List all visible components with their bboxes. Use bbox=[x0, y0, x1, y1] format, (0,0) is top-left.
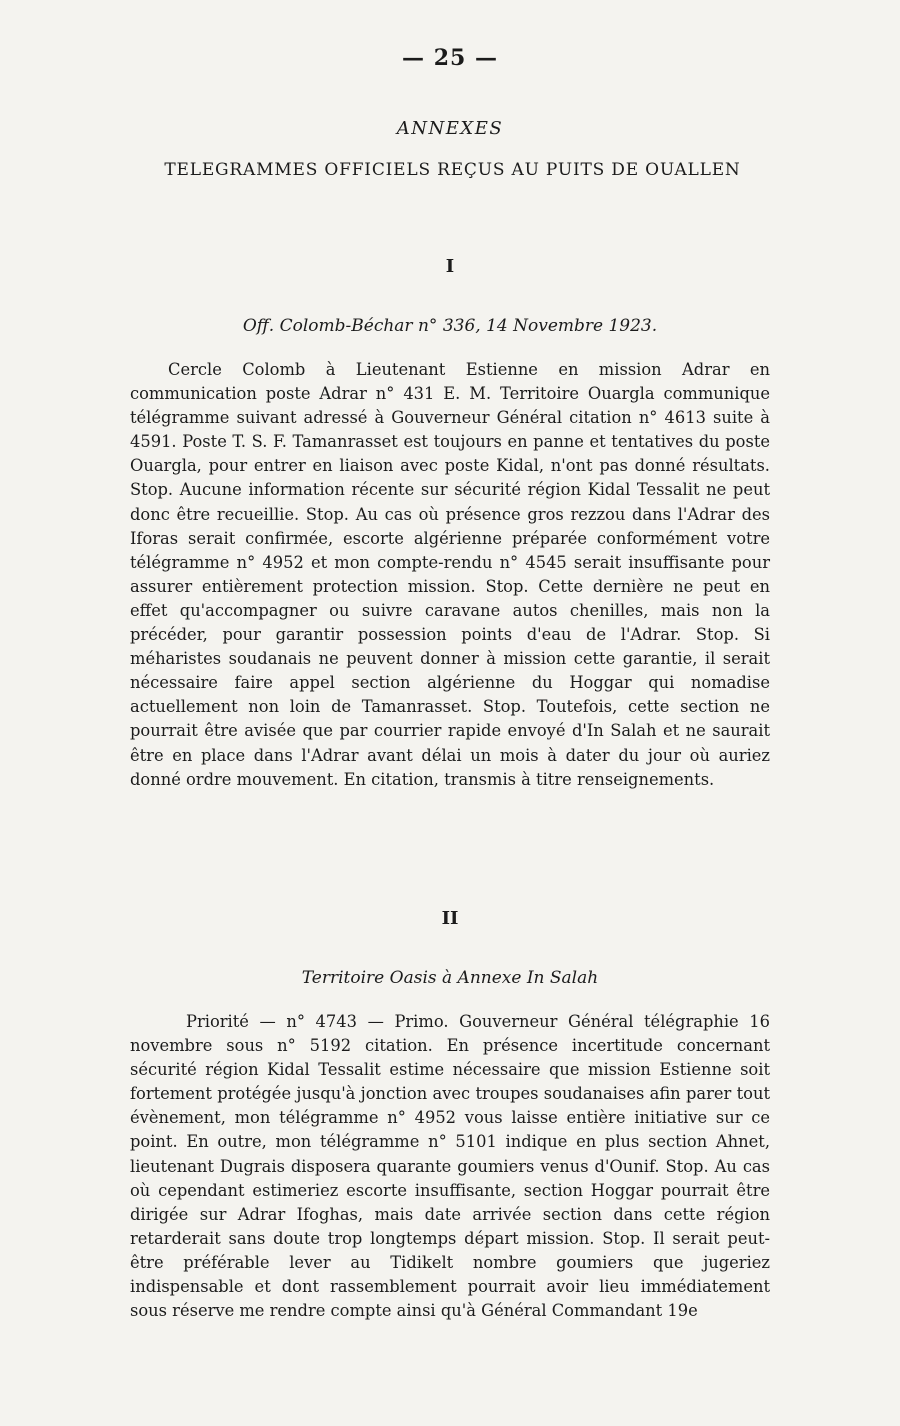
section-text-2: Priorité — n° 4743 — Primo. Gouverneur Général télégraphie 16 novembre sous n° 5192 citation. En présence incertitude concernant sécurité région Kidal Tessalit estime nécessaire que mission Estienne soit fortement protégée jusqu'à jonction avec troupes soudanaises afin parer tout évènement, mon télégramme n° 4952 vous laisse entière initiative sur ce point. En outre, mon télégramme n° 5101 indique en plus section Ahnet, lieutenant Dugrais disposera quarante goumiers venus d'Ounif. Stop. Au cas où cependant estimeriez escorte insuffisante, section Hoggar pourrait être dirigée sur Adrar Ifoghas, mais date arrivée section dans cette région retarderait sans doute trop longtemps départ mission. Stop. Il serait peut-être préférable lever au Tidikelt nombre goumiers que jugeriez indispensable et dont rassemblement pourrait avoir lieu immédiatement sous réserve me rendre compte ainsi qu'à Général Commandant 19e bbox=[130, 1012, 770, 1321]
document-title: TELEGRAMMES OFFICIELS REÇUS AU PUITS DE OUALLEN bbox=[164, 160, 741, 180]
annexes-heading: ANNEXES bbox=[396, 118, 504, 139]
page-number: — 25 — bbox=[402, 45, 498, 71]
section-heading-2: Territoire Oasis à Annexe In Salah bbox=[301, 968, 599, 988]
section-numeral-1: I bbox=[445, 256, 455, 277]
section-text-1: Cercle Colomb à Lieutenant Estienne en mission Adrar en communication poste Adrar n° 431 E. M. Territoire Ouargla communique télégramme suivant adressé à Gouverneur Général citation n° 4613 suite à 4591. Poste T. S. F. Tamanrasset est toujours en panne et tentatives du poste Ouargla, pour entrer en liaison avec poste Kidal, n'ont pas donné résultats. Stop. Aucune information récente sur sécurité région Kidal Tessalit ne peut donc être recueillie. Stop. Au cas où présence gros rezzou dans l'Adrar des Iforas serait confirmée, escorte algérienne préparée conformément votre télégramme n° 4952 et mon compte-rendu n° 4545 serait insuffisante pour assurer entièrement protection mission. Stop. Cette dernière ne peut en effet qu'accompagner ou suivre caravane autos chenilles, mais non la précéder, pour garantir possession points d'eau de l'Adrar. Stop. Si méharistes soudanais ne peuvent donner à mission cette garantie, il serait nécessaire faire appel section algérienne du Hoggar qui nomadise actuellement non loin de Tamanrasset. Stop. Toutefois, cette section ne pourrait être avisée que par courrier rapide envoyé d'In Salah et ne saurait être en place dans l'Adrar avant délai un mois à dater du jour où auriez donné ordre mouvement. En citation, transmis à titre renseignements. bbox=[130, 360, 770, 789]
section-numeral-2: II bbox=[441, 908, 459, 929]
section-heading-1: Off. Colomb-Béchar n° 336, 14 Novembre 1923. bbox=[242, 316, 658, 336]
